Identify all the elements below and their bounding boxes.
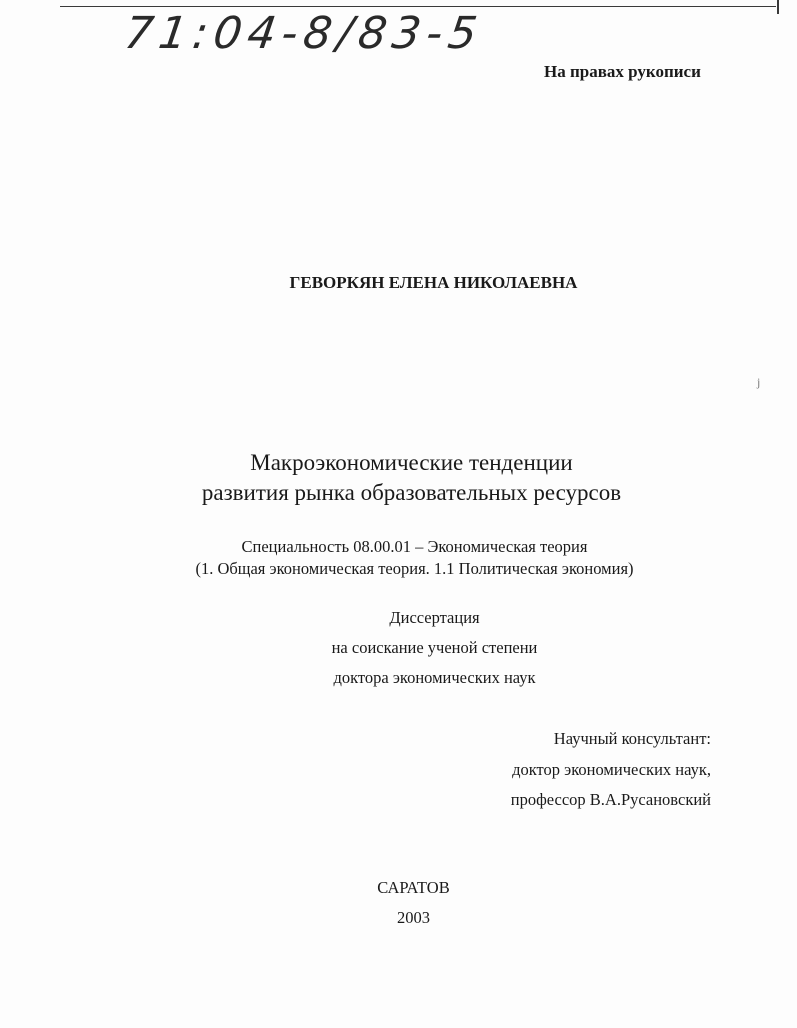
degree-name-line: доктора экономических наук <box>333 668 536 687</box>
manuscript-rights-note: На правах рукописи <box>544 62 701 81</box>
handwritten-archive-code: 71:04-8/83-5 <box>121 8 486 59</box>
dissertation-title-line-2: развития рынка образовательных ресурсов <box>201 480 622 505</box>
author-name: ГЕВОРКЯН ЕЛЕНА НИКОЛАЕВНА <box>289 273 578 292</box>
scan-edge-right-line <box>777 0 779 14</box>
year: 2003 <box>397 908 430 927</box>
advisor-degree: доктор экономических наук, <box>512 760 711 779</box>
dissertation-title-line-1: Макроэкономические тенденции <box>250 450 573 475</box>
specialty-line-2: (1. Общая экономическая теория. 1.1 Политическая экономия) <box>195 559 634 578</box>
specialty-line-1: Специальность 08.00.01 – Экономическая теория <box>241 537 588 556</box>
dissertation-label: Диссертация <box>389 608 480 627</box>
scan-edge-top-line <box>60 6 776 7</box>
city: САРАТОВ <box>377 878 450 897</box>
degree-purpose-line: на соискание ученой степени <box>331 638 538 657</box>
scan-artifact-mark: j <box>757 375 761 389</box>
advisor-label: Научный консультант: <box>553 729 711 748</box>
advisor-name: профессор В.А.Русановский <box>510 790 711 809</box>
